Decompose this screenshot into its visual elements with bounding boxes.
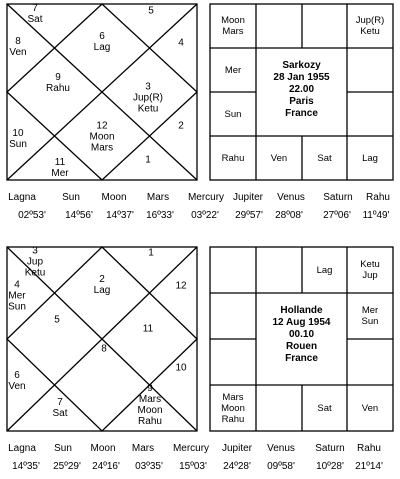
south-2-cell-r0c2: Lag	[316, 264, 333, 276]
planet-name: Mercury	[172, 443, 210, 454]
house-11-chart-2: 11	[142, 323, 154, 335]
house-6-chart-2: 6 Ven	[8, 370, 26, 392]
south-1-center-info: Sarkozy 28 Jan 1955 22.00 Paris France	[273, 60, 330, 119]
planet-name: Rahu	[366, 192, 390, 203]
planet-name: Mars	[146, 192, 170, 203]
planet-value: 03º35'	[135, 461, 163, 472]
south-2-cell-r3c2: Sat	[317, 402, 332, 414]
planet-value: 21º14'	[355, 461, 383, 472]
house-4-chart-2: 4 Mer Sun	[8, 279, 26, 313]
house-11-chart-1: 11 Mer	[51, 157, 69, 179]
planet-values-row-2	[0, 461, 400, 475]
house-3-chart-2: 3 Jup Ketu	[24, 245, 46, 279]
south-1-cell-r2c0: Sun	[224, 108, 242, 120]
planet-value: 27º06'	[323, 210, 351, 221]
planet-value: 14º56'	[65, 210, 93, 221]
south-1-cell-r1c0: Mer	[224, 64, 242, 76]
planet-name: Jupiter	[221, 443, 253, 454]
south-2-cell-r1c3: Mer Sun	[361, 305, 379, 327]
planet-name: Venus	[277, 192, 305, 203]
south-1-cell-r3c2: Sat	[317, 152, 332, 164]
south-2-cell-r3c3: Ven	[361, 402, 379, 414]
planet-value: 29º57'	[235, 210, 263, 221]
south-2-cell-r3c0: Mars Moon Rahu	[221, 391, 245, 425]
house-9-chart-2: 9 Mars Moon Rahu	[137, 383, 163, 427]
planet-value: 16º33'	[146, 210, 174, 221]
house-12-chart-2: 12	[175, 280, 187, 292]
house-7-chart-1: 7 Sat	[27, 3, 43, 25]
house-5-chart-1: 5	[148, 5, 154, 17]
south-1-cell-r0c3: Jup(R) Ketu	[355, 15, 385, 37]
planet-name: Rahu	[357, 443, 381, 454]
planet-value: 24º28'	[223, 461, 251, 472]
planet-name: Jupiter	[232, 192, 264, 203]
planet-value: 15º03'	[179, 461, 207, 472]
house-1-chart-1: 1	[145, 154, 151, 166]
planet-value: 09º58'	[267, 461, 295, 472]
planet-name: Lagna	[8, 192, 36, 203]
house-9-chart-1: 9 Rahu	[46, 72, 70, 94]
south-1-cell-r0c0: Moon Mars	[221, 15, 245, 37]
house-8-chart-1: 8 Ven	[9, 36, 27, 58]
south-2-cell-r0c3: Ketu Jup	[360, 259, 380, 281]
planet-value: 03º22'	[191, 210, 219, 221]
planet-name: Venus	[267, 443, 295, 454]
planet-values-row-1	[0, 210, 400, 224]
house-5-chart-2: 5	[54, 314, 60, 326]
planet-value: 28º08'	[275, 210, 303, 221]
planet-name: Moon	[101, 192, 127, 203]
south-1-cell-r3c0: Rahu	[221, 152, 245, 164]
house-2-chart-1: 2	[178, 120, 184, 132]
planet-value: 14º37'	[106, 210, 134, 221]
house-2-chart-2: 2 Lag	[93, 274, 111, 296]
planet-name: Moon	[90, 443, 116, 454]
planet-name: Saturn	[315, 443, 345, 454]
planet-value: 11º49'	[362, 210, 390, 221]
planet-value: 25º29'	[53, 461, 81, 472]
house-6-chart-1: 6 Lag	[93, 31, 111, 53]
south-1-cell-r3c3: Lag	[362, 152, 378, 164]
planet-value: 24º16'	[92, 461, 120, 472]
south-1-cell-r3c1: Ven	[270, 152, 288, 164]
house-3-chart-1: 3 Jup(R) Ketu	[132, 81, 164, 115]
house-12-chart-1: 12 Moon Mars	[89, 120, 115, 154]
planet-name: Sun	[62, 192, 80, 203]
house-1-chart-2: 1	[148, 247, 154, 259]
south-2-center-info: Hollande 12 Aug 1954 00.10 Rouen France	[272, 305, 331, 364]
house-7-chart-2: 7 Sat	[52, 397, 68, 419]
planet-value: 02º53'	[18, 210, 46, 221]
planet-name: Sun	[54, 443, 72, 454]
planet-name: Saturn	[323, 192, 353, 203]
planet-name: Mercury	[187, 192, 225, 203]
planet-names-row-2	[0, 443, 400, 457]
planet-value: 10º28'	[316, 461, 344, 472]
planet-value: 14º35'	[12, 461, 40, 472]
planet-name: Lagna	[8, 443, 36, 454]
planet-names-row-1	[0, 192, 400, 206]
house-8-chart-2: 8	[101, 343, 107, 355]
house-4-chart-1: 4	[178, 37, 184, 49]
house-10-chart-2: 10	[175, 362, 187, 374]
planet-name: Mars	[131, 443, 155, 454]
house-10-chart-1: 10 Sun	[9, 128, 27, 150]
